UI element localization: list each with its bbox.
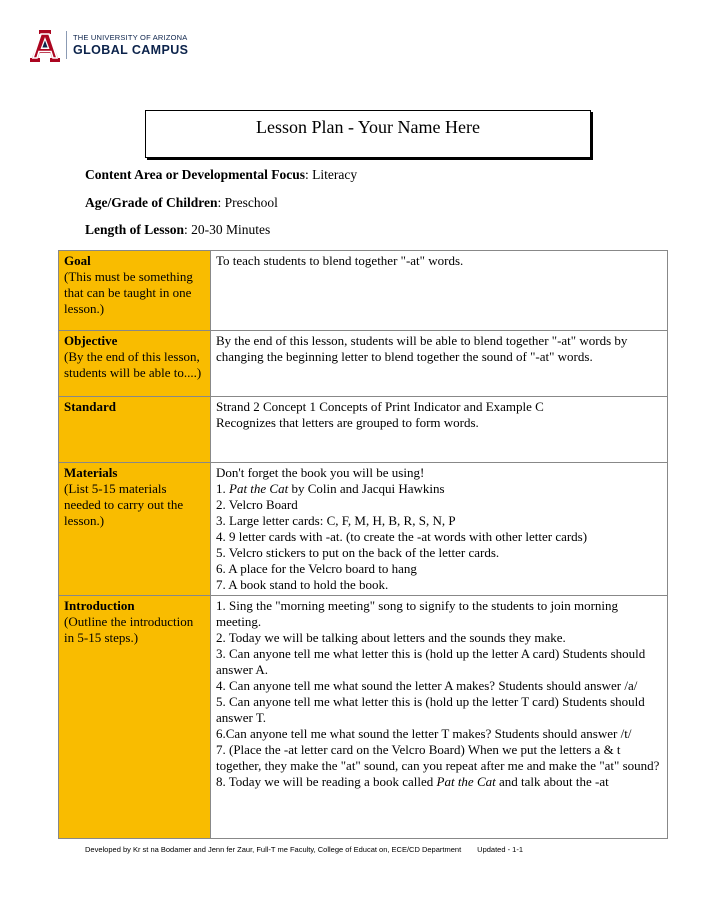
objective-label-cell xyxy=(59,331,211,397)
age-value: : Preschool xyxy=(217,195,278,210)
materials-item-1 xyxy=(216,481,662,497)
intro-book-title: Pat the Cat xyxy=(436,774,496,789)
introduction-value-cell xyxy=(211,596,668,839)
goal-hint: (This must be something that can be taught in one lesson.) xyxy=(64,269,193,316)
goal-value-cell xyxy=(211,251,668,331)
introduction-hint: (Outline the introduction in 5-15 steps.) xyxy=(64,614,194,645)
objective-label: Objective xyxy=(64,333,118,348)
age-label: Age/Grade of Children xyxy=(85,195,218,210)
logo-line2: GLOBAL CAMPUS xyxy=(73,43,189,57)
objective-hint: (By the end of this lesson, students will be able to....) xyxy=(64,349,202,380)
materials-item-6: 6. A place for the Velcro board to hang xyxy=(216,561,417,576)
materials-label: Materials xyxy=(64,465,118,480)
title-box xyxy=(145,110,591,158)
materials-value-cell xyxy=(211,463,668,596)
table-row-standard xyxy=(59,397,668,463)
logo-line1: THE UNIVERSITY OF ARIZONA xyxy=(73,32,188,42)
arizona-a-icon xyxy=(30,28,60,62)
intro-step-7: 7. (Place the -at letter card on the Velcro Board) When we put the letters a & t together, they make the "at" sound, can you repeat after me and make the "at" sound? xyxy=(216,742,660,773)
materials-item-2: 2. Velcro Board xyxy=(216,497,298,512)
materials-item-3: 3. Large letter cards: C, F, M, H, B, R, S, N, P xyxy=(216,513,456,528)
age-grade-line xyxy=(85,195,278,211)
book-title: Pat the Cat xyxy=(229,481,289,496)
materials-hint: (List 5-15 materials needed to carry out the lesson.) xyxy=(64,481,184,528)
materials-item-4: 4. 9 letter cards with -at. (to create the -at words with other letter cards) xyxy=(216,529,588,544)
page-footer xyxy=(85,845,523,854)
length-line xyxy=(85,222,270,238)
lesson-plan-table xyxy=(58,250,668,839)
goal-label: Goal xyxy=(64,253,91,268)
standard-label: Standard xyxy=(64,399,117,414)
objective-value-cell xyxy=(211,331,668,397)
table-row-introduction xyxy=(59,596,668,839)
table-row-goal xyxy=(59,251,668,331)
logo-text xyxy=(73,34,188,57)
footer-updated: Updated - 1-1 xyxy=(477,845,524,854)
content-area-value: : Literacy xyxy=(304,167,358,182)
footer-credit: Developed by Kr st na Bodamer and Jenn fer Zaur, Full-T me Faculty, College of Educat on, ECE/CD Department xyxy=(85,845,462,854)
standard-label-cell xyxy=(59,397,211,463)
materials-item-1-prefix: 1. xyxy=(216,481,229,496)
goal-text: To teach students to blend together "-at" words. xyxy=(216,253,464,268)
intro-step-4: 4. Can anyone tell me what sound the letter A makes? Students should answer /a/ xyxy=(216,678,638,693)
materials-intro: Don't forget the book you will be using! xyxy=(216,465,425,480)
intro-step-8-suffix: and talk about the -at xyxy=(495,774,609,789)
university-logo xyxy=(30,28,188,62)
content-area-line xyxy=(85,167,357,183)
intro-step-2: 2. Today we will be talking about letters and the sounds they make. xyxy=(216,630,566,645)
intro-step-6: 6.Can anyone tell me what sound the letter T makes? Students should answer /t/ xyxy=(216,726,632,741)
intro-step-5: 5. Can anyone tell me what letter this is (hold up the letter T card) Students should answer T. xyxy=(216,694,645,725)
table-row-objective xyxy=(59,331,668,397)
intro-step-3: 3. Can anyone tell me what letter this is (hold up the letter A card) Students should answer A. xyxy=(216,646,646,677)
intro-step-8 xyxy=(216,774,662,790)
introduction-label: Introduction xyxy=(64,598,135,613)
materials-item-7: 7. A book stand to hold the book. xyxy=(216,577,389,592)
length-label: Length of Lesson xyxy=(85,222,185,237)
materials-item-1-suffix: by Colin and Jacqui Hawkins xyxy=(288,481,445,496)
goal-label-cell xyxy=(59,251,211,331)
materials-item-5: 5. Velcro stickers to put on the back of the letter cards. xyxy=(216,545,500,560)
table-row-materials xyxy=(59,463,668,596)
length-value: : 20-30 Minutes xyxy=(184,222,271,237)
logo-divider xyxy=(66,31,67,59)
materials-label-cell xyxy=(59,463,211,596)
objective-text: By the end of this lesson, students will be able to blend together "-at" words by changing the beginning letter to blend together the sound of "-at" words. xyxy=(216,333,628,364)
standard-line2: Recognizes that letters are grouped to form words. xyxy=(216,415,479,430)
intro-step-8-prefix: 8. Today we will be reading a book called xyxy=(216,774,437,789)
introduction-label-cell xyxy=(59,596,211,839)
page-title: Lesson Plan - Your Name Here xyxy=(256,117,480,137)
standard-line1: Strand 2 Concept 1 Concepts of Print Indicator and Example C xyxy=(216,399,544,414)
intro-step-1: 1. Sing the "morning meeting" song to signify to the students to join morning meeting. xyxy=(216,598,619,629)
standard-value-cell xyxy=(211,397,668,463)
content-area-label: Content Area or Developmental Focus xyxy=(85,167,305,182)
